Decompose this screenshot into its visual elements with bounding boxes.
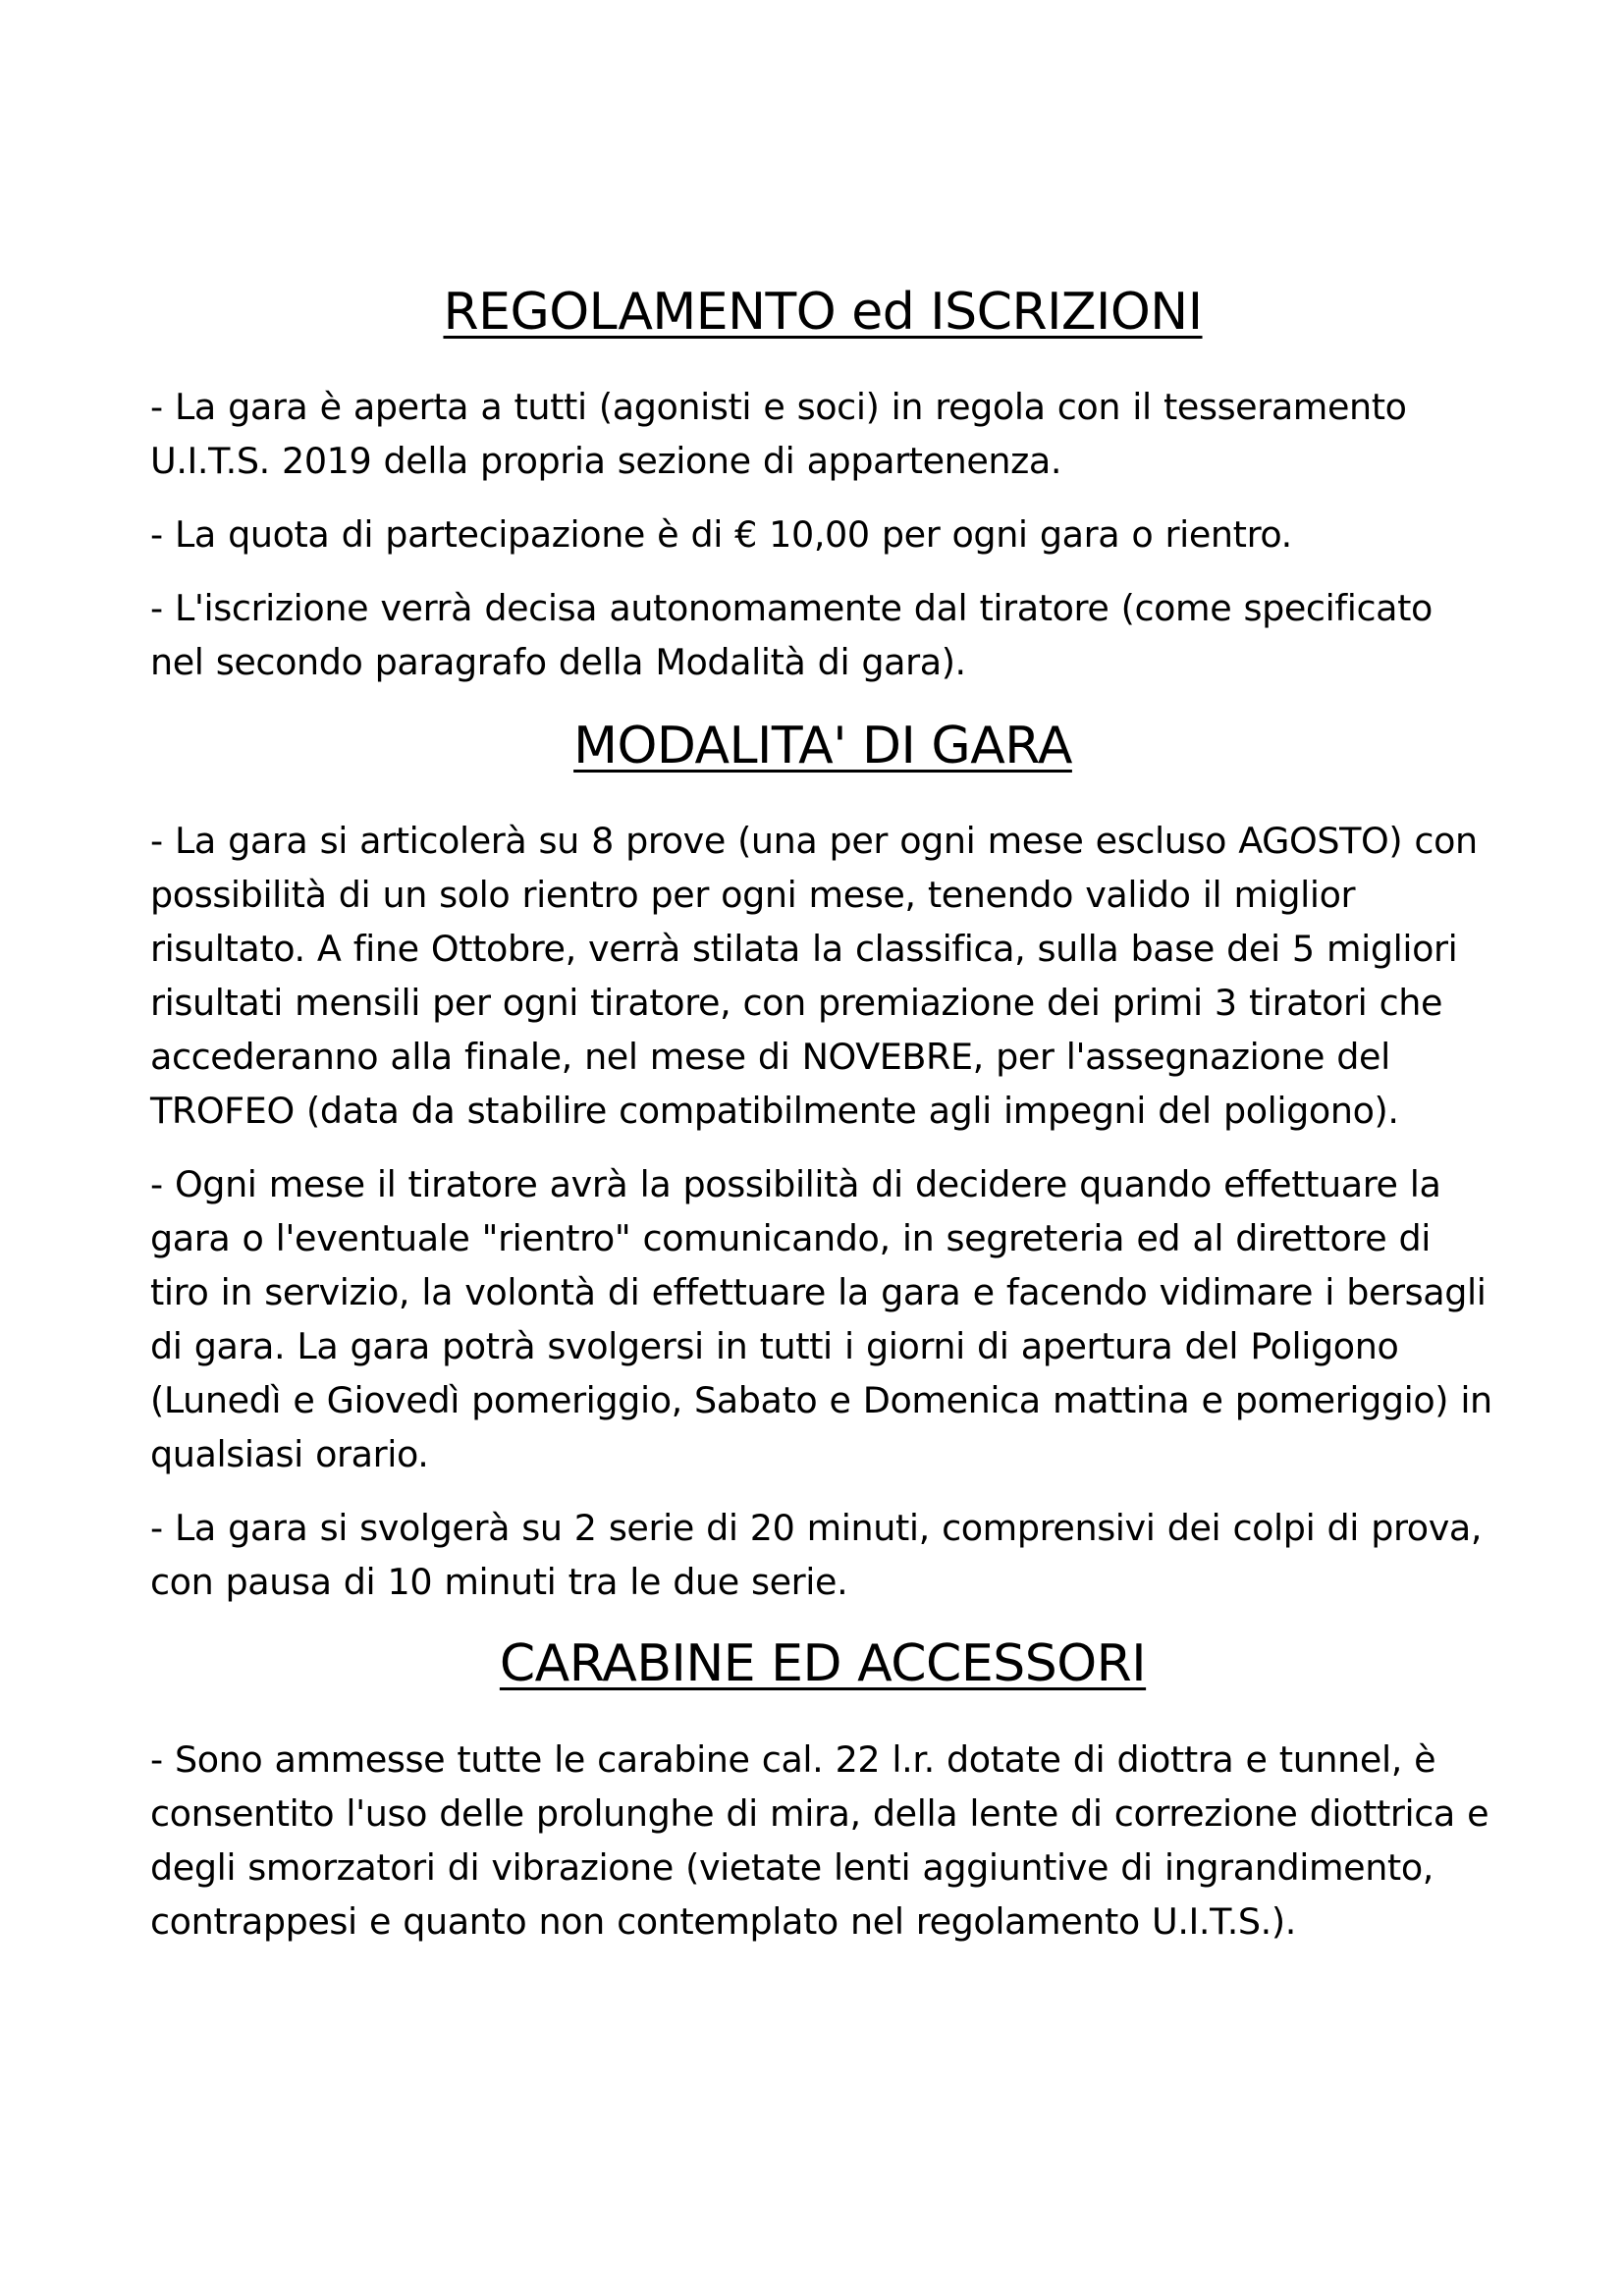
paragraph-scheduling: - Ogni mese il tiratore avrà la possibilità di decidere quando effettuare la gara o l'eventuale "rientro" comunicando, in segreteria ed al direttore di tiro in servizio, la volontà di effettuare la gara e facendo vidimare i bersagli di gara. La gara potrà svolgersi in tutti i giorni di apertura del Poligono (Lunedì e Giovedì pomeriggio, Sabato e Domenica mattina e pomeriggio) in qualsiasi orario.: [150, 1163, 1492, 1476]
section-title-regolamento: REGOLAMENTO ed ISCRIZIONI: [443, 283, 1203, 342]
paragraph-eligibility: - La gara è aperta a tutti (agonisti e soci) in regola con il tesseramento U.I.T.S. 2019 della propria sezione di appartenenza.: [150, 386, 1407, 483]
section-title-modalita: MODALITA' DI GARA: [573, 717, 1072, 776]
paragraph-structure: - La gara si articolerà su 8 prove (una per ogni mese escluso AGOSTO) con possibilità di un solo rientro per ogni mese, tenendo valido il miglior risultato. A fine Ottobre, verrà stilata la classifica, sulla base dei 5 migliori risultati mensili per ogni tiratore, con premiazione dei primi 3 tiratori che accederanno alla finale, nel mese di NOVEBRE, per l'assegnazione del TROFEO (data da stabilire compatibilmente agli impegni del poligono).: [150, 820, 1478, 1133]
paragraph-series: - La gara si svolgerà su 2 serie di 20 minuti, comprensivi dei colpi di prova, con pausa di 10 minuti tra le due serie.: [150, 1507, 1483, 1604]
section-title-carabine: CARABINE ED ACCESSORI: [499, 1634, 1147, 1694]
paragraph-registration: - L'iscrizione verrà decisa autonomamente dal tiratore (come specificato nel secondo paragrafo della Modalità di gara).: [150, 587, 1433, 684]
paragraph-equipment: - Sono ammesse tutte le carabine cal. 22 l.r. dotate di diottra e tunnel, è consentito l'uso delle prolunghe di mira, della lente di correzione diottrica e degli smorzatori di vibrazione (vietate lenti aggiuntive di ingrandimento, contrappesi e quanto non contemplato nel regolamento U.I.T.S.).: [150, 1737, 1489, 1943]
document-body: [150, 285, 1495, 1949]
paragraph-fee: - La quota di partecipazione è di € 10,00 per ogni gara o rientro.: [150, 513, 1292, 557]
